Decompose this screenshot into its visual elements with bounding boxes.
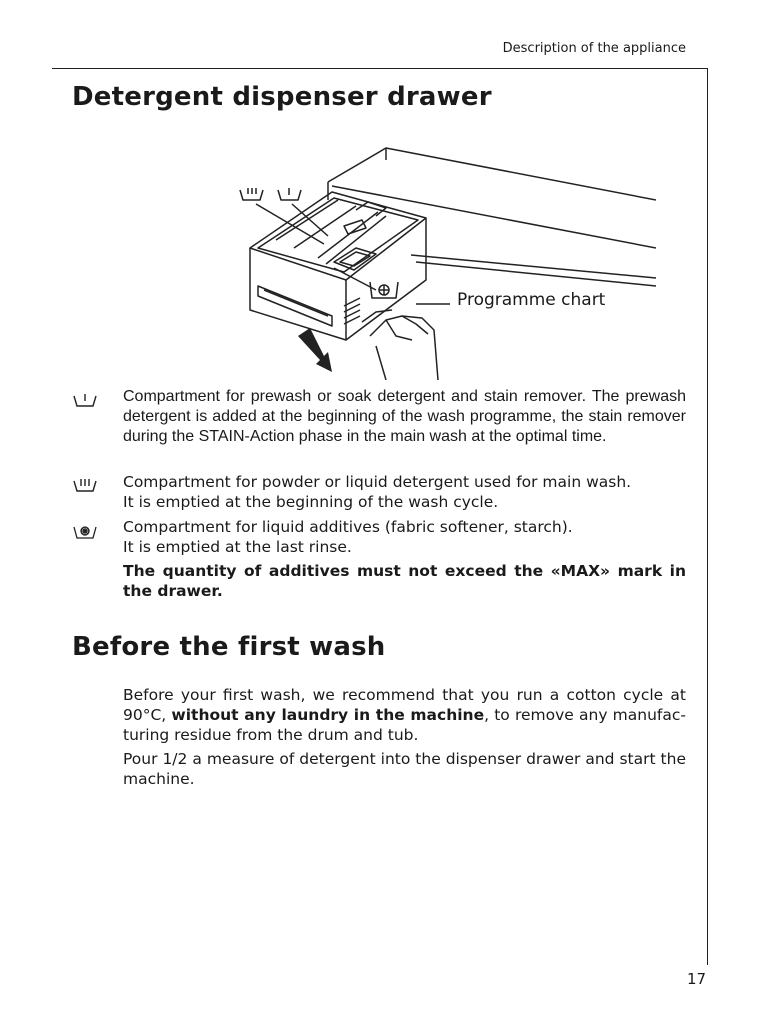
max-mark-warning: The quantity of additives must not exceed the «MAX» mark in the drawer. <box>123 562 686 600</box>
main-wash-compartment-icon <box>72 475 98 495</box>
page-number: 17 <box>687 970 707 988</box>
margin-rule <box>707 68 708 965</box>
softener-compartment-text: Compartment for liquid additives (fabric softener, starch). It is emptied at the last rinse. The quantity of additives must not exceed the «MAX» mark in the drawer. <box>123 518 686 600</box>
section-title-detergent-drawer: Detergent dispenser drawer <box>72 82 492 112</box>
main-wash-compartment-text: Compartment for powder or liquid detergent used for main wash. It is emptied at the beginning of the wash cycle. <box>123 473 632 511</box>
programme-chart-label: Programme chart <box>457 290 606 310</box>
prewash-compartment-text: Compartment for prewash or soak detergent and stain remover. The prewash detergent is added at the beginning of the wash programme, the stain remover during the STAIN-Action phase in the main wash at the optimal time. <box>123 388 686 445</box>
header-section-title: Description of the appliance <box>502 41 686 56</box>
header-rule <box>52 68 708 69</box>
first-wash-instructions: Before your first wash, we recommend that you run a cotton cycle at 90°C, without any laundry in the machine, to remove any manufac-turing residue from the drum and tub. Pour 1/2 a measure of detergent into the dispenser drawer and start the machine. <box>123 686 686 788</box>
softener-compartment-icon <box>72 521 98 541</box>
section-title-before-first-wash: Before the first wash <box>72 632 386 662</box>
dispenser-drawer-illustration <box>236 140 656 380</box>
prewash-compartment-icon <box>72 390 98 410</box>
